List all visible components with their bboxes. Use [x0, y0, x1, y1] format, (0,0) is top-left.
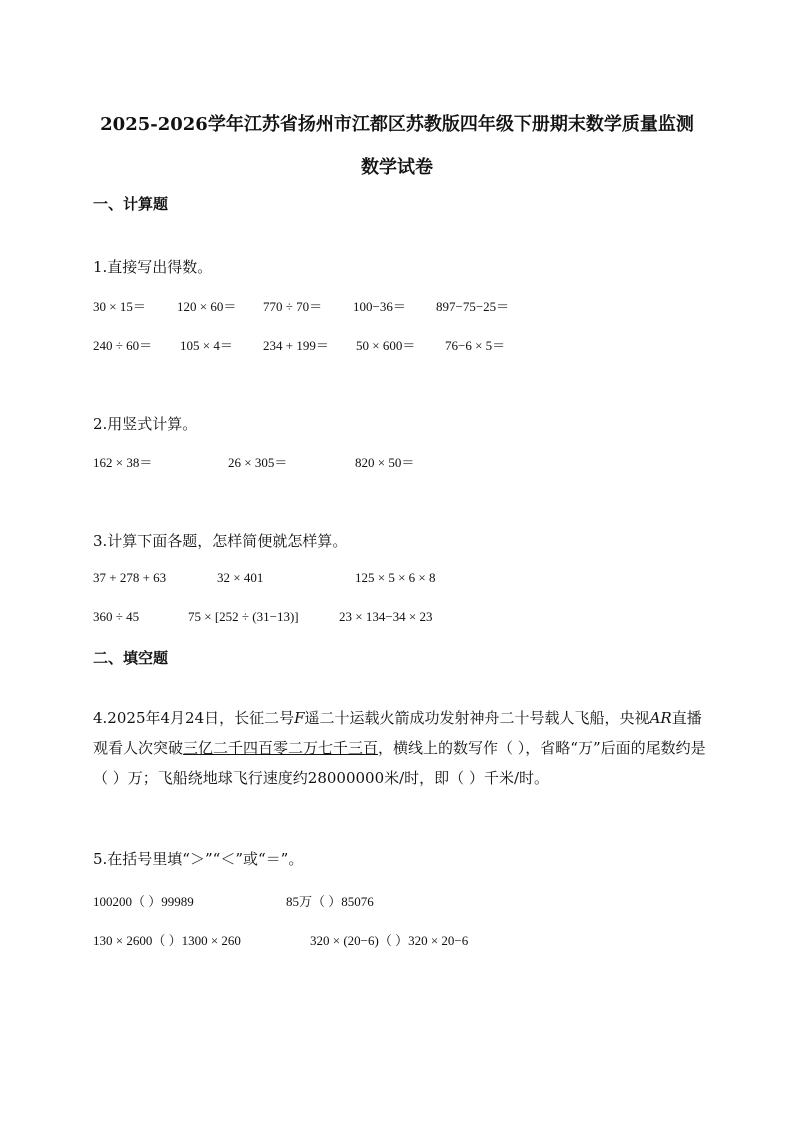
exam-title-line2: 数学试卷 [361, 157, 433, 178]
expression: 32 × 401 [217, 570, 264, 585]
expression: 76−6 × 5＝ [445, 338, 506, 353]
expression: 360 ÷ 45 [93, 609, 140, 624]
expression: 120 × 60＝ [177, 299, 237, 314]
question-3-row-1 [93, 570, 733, 588]
expression: 820 × 50＝ [355, 455, 415, 470]
expression: 26 × 305＝ [228, 455, 288, 470]
expression: 30 × 15＝ [93, 299, 146, 314]
question-2-prompt: 2.用竖式计算。 [93, 415, 198, 433]
expression: 162 × 38＝ [93, 455, 153, 470]
q4-italic-f: F [294, 709, 305, 727]
q4-part4: ，横线上的数写作（ ），省略“万”后面的尾数约是（ ）万；飞船绕地球飞行速度约28000000米/时，即（ ）千米/时。 [93, 739, 706, 787]
expression: 770 ÷ 70＝ [263, 299, 323, 314]
question-1-prompt: 1.直接写出得数。 [93, 258, 213, 276]
q4-part2: 遥二十运载火箭成功发射神舟二十号载人飞船，央视 [304, 709, 650, 727]
q4-part3: 直播观看人次突破 [93, 709, 702, 757]
section-heading-fill-in: 二、填空题 [93, 649, 169, 667]
expression: 897−75−25＝ [436, 299, 510, 314]
q4-italic-ar: AR [649, 709, 672, 727]
question-2-row-1 [93, 452, 733, 470]
expression: 125 × 5 × 6 × 8 [355, 570, 436, 585]
q4-underlined-number: 三亿二千四百零二万七千三百 [183, 739, 379, 757]
expression: 105 × 4＝ [180, 338, 233, 353]
question-1-row-1 [93, 296, 733, 314]
expression: 50 × 600＝ [356, 338, 416, 353]
expression: 240 ÷ 60＝ [93, 338, 153, 353]
comparison: 85万（ ）85076 [286, 894, 374, 909]
section-heading-calculation: 一、计算题 [93, 195, 169, 213]
exam-title-line1: 2025-2026学年江苏省扬州市江都区苏教版四年级下册期末数学质量监测 [100, 114, 694, 135]
expression: 23 × 134−34 × 23 [339, 609, 433, 624]
question-5-prompt: 5.在括号里填“＞”“＜”或“＝”。 [93, 850, 304, 868]
expression: 37 + 278 + 63 [93, 570, 167, 585]
expression: 75 × [252 ÷ (31−13)] [188, 609, 299, 624]
question-3-prompt: 3.计算下面各题，怎样简便就怎样算。 [93, 532, 348, 550]
question-1-row-2 [93, 335, 733, 353]
question-3-row-2 [93, 609, 733, 627]
question-5-row-1 [93, 891, 733, 909]
question-4-text [93, 703, 708, 793]
comparison: 130 × 2600（ ）1300 × 260 [93, 933, 241, 948]
question-5-row-2 [93, 930, 733, 948]
comparison: 320 × (20−6)（ ）320 × 20−6 [310, 933, 469, 948]
expression: 234 + 199＝ [263, 338, 329, 353]
expression: 100−36＝ [353, 299, 406, 314]
q4-part1: 4.2025年4月24日，长征二号 [93, 709, 295, 727]
comparison: 100200（ ）99989 [93, 894, 194, 909]
